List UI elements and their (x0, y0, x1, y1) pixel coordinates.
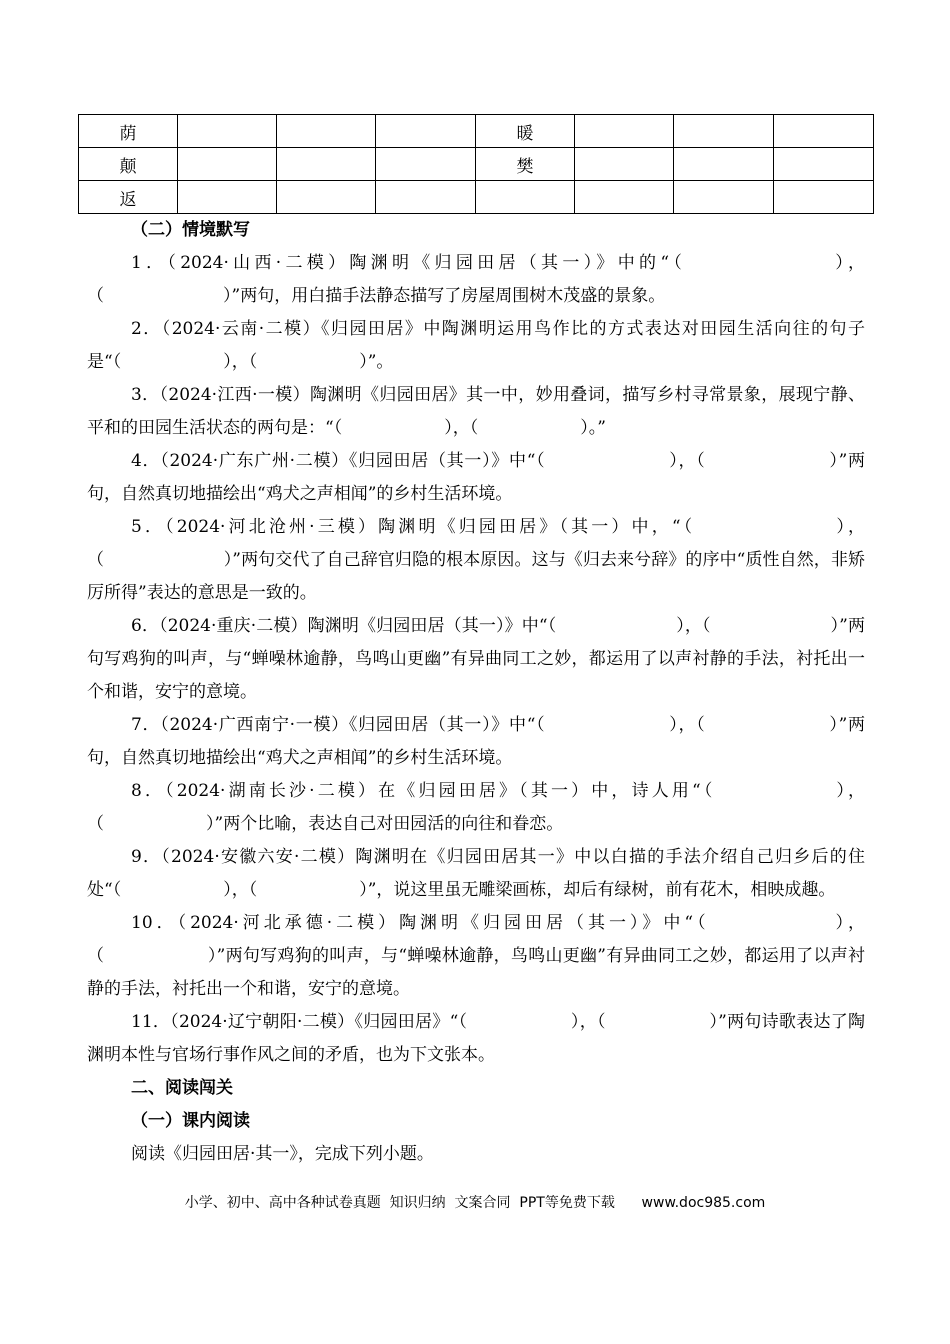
character-table (78, 114, 874, 214)
section-heading-reading: 二、阅读闯关 (131, 1078, 233, 1098)
table-cell-empty (277, 115, 376, 148)
page-footer: 小学、初中、高中各种试卷真题 知识归纳 文案合同 PPT等免费下载 www.doc985.com (184, 1195, 766, 1211)
table-cell-char: 荫 (79, 115, 178, 148)
table-cell-char (476, 181, 575, 214)
table-cell-char: 颠 (79, 148, 178, 181)
table-cell-empty (674, 181, 774, 214)
table-cell-empty (376, 181, 476, 214)
table-cell-empty (376, 148, 476, 181)
table-cell-empty (575, 181, 674, 214)
question-item: 3．（2024·江西·一模）陶渊明《归园田居》其一中，妙用叠词，描写乡村寻常景象，展现宁静、平和的田园生活状态的两句是：“（ ），（ ）。” (87, 385, 865, 438)
table-cell-empty (774, 115, 874, 148)
document-body (87, 214, 865, 1171)
question-item: 4．（2024·广东广州·二模）《归园田居（其一）》中“（ ），（ ）”两句，自然真切地描绘出“鸡犬之声相闻”的乡村生活环境。 (87, 451, 865, 504)
table-cell-char: 暖 (476, 115, 575, 148)
table-cell-empty (277, 181, 376, 214)
table-cell-char: 樊 (476, 148, 575, 181)
question-item: 5．（2024·河北沧州·三模）陶渊明《归园田居》（其一）中，“（ ），（ ）”两句交代了自己辞官归隐的根本原因。这与《归去来兮辞》的序中“质性自然，非矫厉所得”表达的意思是一致的。 (87, 517, 865, 603)
question-item: 2．（2024·云南·二模）《归园田居》中陶渊明运用鸟作比的方式表达对田园生活向往的句子是“（ ），（ ）”。 (87, 319, 865, 372)
section-heading-in-class: （一）课内阅读 (131, 1111, 250, 1131)
table-cell-empty (575, 148, 674, 181)
table-cell-empty (774, 181, 874, 214)
table-cell-empty (178, 148, 277, 181)
table-cell-char: 返 (79, 181, 178, 214)
question-item: 11．（2024·辽宁朝阳·二模）《归园田居》“（ ），（ ）”两句诗歌表达了陶渊明本性与官场行事作风之间的矛盾，也为下文张本。 (87, 1012, 865, 1065)
reading-instruction: 阅读《归园田居·其一》，完成下列小题。 (131, 1144, 434, 1164)
question-item: 7．（2024·广西南宁·一模）《归园田居（其一）》中“（ ），（ ）”两句，自然真切地描绘出“鸡犬之声相闻”的乡村生活环境。 (87, 715, 865, 768)
question-item: 6．（2024·重庆·二模）陶渊明《归园田居（其一）》中“（ ），（ ）”两句写鸡狗的叫声，与“蝉噪林逾静，鸟鸣山更幽”有异曲同工之妙，都运用了以声衬静的手法，衬托出一个和谐，安宁的意境。 (87, 616, 865, 702)
question-item: 8．（2024·湖南长沙·二模）在《归园田居》（其一）中，诗人用“（ ），（ ）”两个比喻，表达自己对田园活的向往和眷恋。 (87, 781, 865, 834)
table-cell-empty (774, 148, 874, 181)
table-row (79, 181, 874, 214)
question-item: 10．（2024·河北承德·二模）陶渊明《归园田居（其一）》中“（ ），（ ）”两句写鸡狗的叫声，与“蝉噪林逾静，鸟鸣山更幽”有异曲同工之妙，都运用了以声衬静的手法，衬托出一个和谐，安宁的意境。 (87, 913, 865, 999)
table-cell-empty (178, 115, 277, 148)
section-heading-situational: （二）情境默写 (131, 220, 250, 240)
table-cell-empty (178, 181, 277, 214)
table-cell-empty (674, 115, 774, 148)
question-item: 9．（2024·安徽六安·二模）陶渊明在《归园田居其一》中以白描的手法介绍自己归乡后的住处“（ ），（ ）”，说这里虽无雕梁画栋，却后有绿树，前有花木，相映成趣。 (87, 847, 865, 900)
table-row (79, 115, 874, 148)
table-cell-empty (674, 148, 774, 181)
table-row (79, 148, 874, 181)
question-item: 1．（2024·山西·二模）陶渊明《归园田居（其一）》中的“（ ），（ ）”两句，用白描手法静态描写了房屋周围树木茂盛的景象。 (87, 253, 865, 306)
table-cell-empty (575, 115, 674, 148)
table-cell-empty (376, 115, 476, 148)
table-cell-empty (277, 148, 376, 181)
